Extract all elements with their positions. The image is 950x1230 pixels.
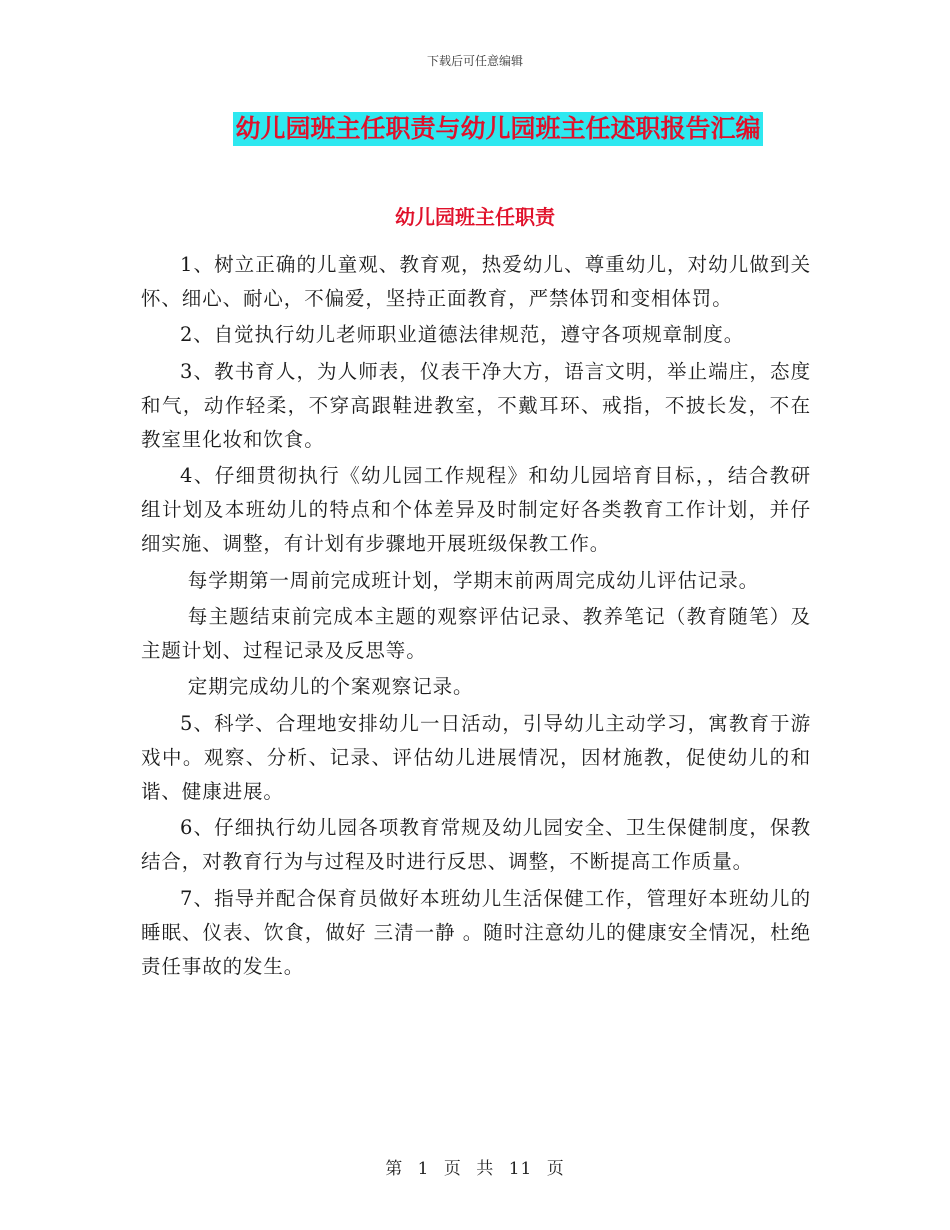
footer-total-label: 共 <box>476 1159 495 1179</box>
document-title-container <box>0 112 950 146</box>
footer-total-pages: 11 <box>508 1159 533 1179</box>
paragraph-1: 1、树立正确的儿童观、教育观，热爱幼儿、尊重幼儿，对幼儿做到关怀、细心、耐心，不偏爱，坚持正面教育，严禁体罚和变相体罚。 <box>141 253 811 310</box>
page-footer <box>0 1154 950 1179</box>
paragraph-4-item-3: 定期完成幼儿的个案观察记录。 <box>187 675 474 699</box>
document-title: 幼儿园班主任职责与幼儿园班主任述职报告汇编 <box>233 112 762 146</box>
footer-page-unit: 页 <box>443 1159 462 1179</box>
paragraph-3: 3、教书育人，为人师表，仪表干净大方，语言文明，举止端庄，态度和气，动作轻柔，不穿高跟鞋进教室，不戴耳环、戒指，不披长发，不在教室里化妆和饮食。 <box>141 359 811 451</box>
footer-page-number: 1 <box>417 1159 430 1179</box>
paragraph-4: 4、仔细贯彻执行《幼儿园工作规程》和幼儿园培育目标，，结合教研组计划及本班幼儿的特点和个体差异及时制定好各类教育工作计划，并仔细实施、调整，有计划有步骤地开展班级保教工作。 <box>141 464 811 556</box>
paragraph-7: 7、指导并配合保育员做好本班幼儿生活保健工作，管理好本班幼儿的睡眠、仪表、饮食，做好 三清一静 。随时注意幼儿的健康安全情况，杜绝责任事故的发生。 <box>141 886 811 978</box>
paragraph-4-item-1: 每学期第一周前完成班计划，学期末前两周完成幼儿评估记录。 <box>187 568 759 592</box>
paragraph-4-item-2: 每主题结束前完成本主题的观察评估记录、教养笔记（教育随笔）及主题计划、过程记录及反思等。 <box>141 604 811 662</box>
section-title: 幼儿园班主任职责 <box>395 205 555 229</box>
paragraph-2: 2、自觉执行幼儿老师职业道德法律规范，遵守各项规章制度。 <box>180 323 745 347</box>
paragraph-6: 6、仔细执行幼儿园各项教育常规及幼儿园安全、卫生保健制度，保教结合，对教育行为与过程及时进行反思、调整，不断提高工作质量。 <box>141 816 811 874</box>
footer-page-label: 第 <box>385 1159 404 1179</box>
document-body <box>141 248 811 986</box>
header-note: 下载后可任意编辑 <box>426 54 523 68</box>
paragraph-5: 5、科学、合理地安排幼儿一日活动，引导幼儿主动学习，寓教育于游戏中。观察、分析、记录、评估幼儿进展情况，因材施教，促使幼儿的和谐、健康进展。 <box>141 711 811 803</box>
footer-total-unit: 页 <box>546 1159 565 1179</box>
